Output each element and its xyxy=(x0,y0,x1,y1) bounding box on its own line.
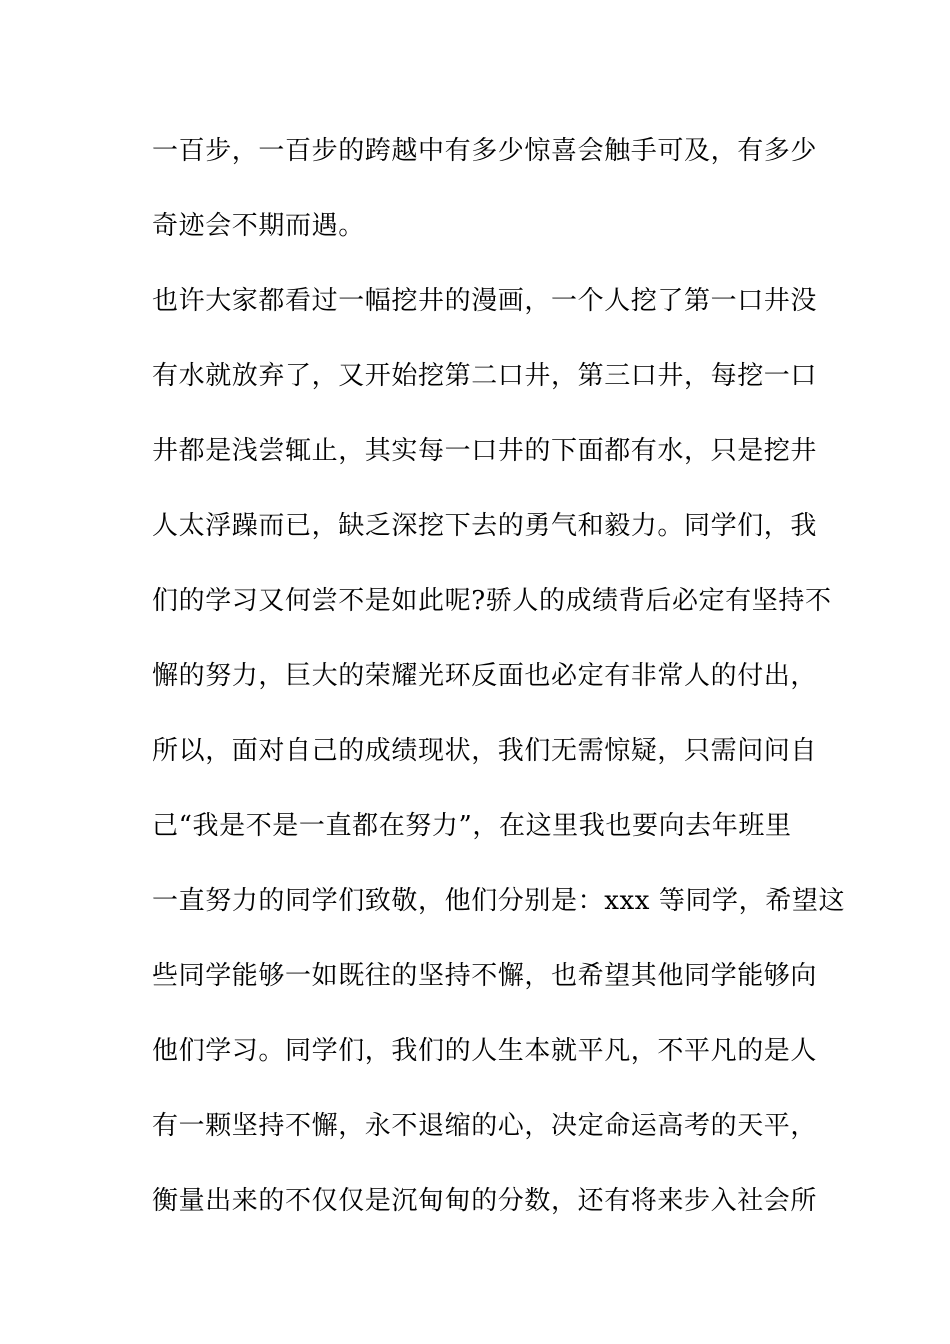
text-line: 有水就放弃了，又开始挖第二口井，第三口井，每挖一口 xyxy=(152,361,818,391)
text-line: 人太浮躁而已，缺乏深挖下去的勇气和毅力。同学们，我 xyxy=(152,511,818,541)
text-line: 一百步，一百步的跨越中有多少惊喜会触手可及，有多少 xyxy=(152,136,818,166)
text-line: 衡量出来的不仅仅是沉甸甸的分数，还有将来步入社会所 xyxy=(152,1186,818,1216)
text-line: 所以，面对自己的成绩现状，我们无需惊疑，只需问问自 xyxy=(152,736,818,766)
text-line: 有一颗坚持不懈，永不退缩的心，决定命运高考的天平， xyxy=(152,1111,818,1141)
text-line: 也许大家都看过一幅挖井的漫画，一个人挖了第一口井没 xyxy=(152,286,818,316)
text-line: 井都是浅尝辄止，其实每一口井的下面都有水，只是挖井 xyxy=(152,436,818,466)
text-line: 他们学习。同学们，我们的人生本就平凡，不平凡的是人 xyxy=(152,1036,818,1066)
text-line: 些同学能够一如既往的坚持不懈，也希望其他同学能够向 xyxy=(152,961,818,991)
text-line: 懈的努力，巨大的荣耀光环反面也必定有非常人的付出， xyxy=(152,661,818,691)
text-line: 奇迹会不期而遇。 xyxy=(152,211,365,241)
text-line: 己“我是不是一直都在努力”，在这里我也要向去年班里 xyxy=(152,811,792,841)
text-line: 一直努力的同学们致敬，他们分别是：xxx 等同学，希望这 xyxy=(152,886,846,916)
text-line: 们的学习又何尝不是如此呢?骄人的成绩背后必定有坚持不 xyxy=(152,586,832,616)
